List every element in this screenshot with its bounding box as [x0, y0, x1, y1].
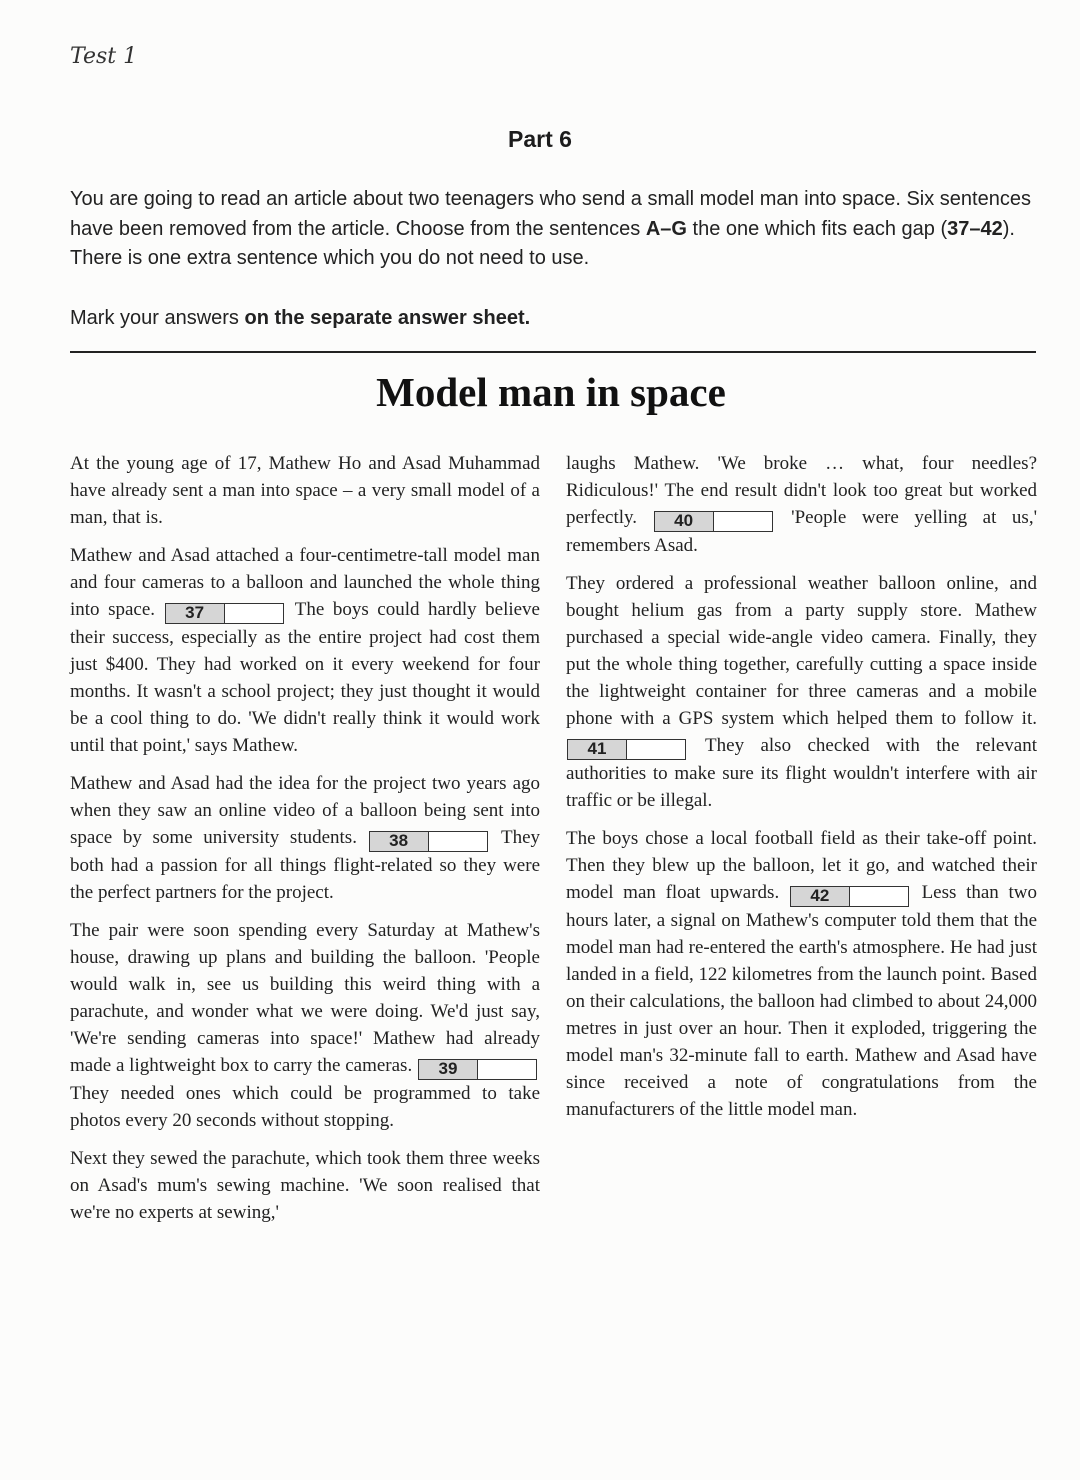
paragraph-text: Less than two hours later, a signal on Mathew's computer told them that the model man had re-entered the earth's atmosphere. He had just landed in a field, 122 kilometres from the launch point. Based on their calculations, the balloon had climbed to about 24,000 metres in just over an hour. Then it exploded, triggering the model man's 32-minute fall to earth. Mathew and Asad have since received a note of congratulations from the manufacturers of the little model man. — [566, 882, 1037, 1120]
article-paragraph — [566, 450, 1037, 559]
answer-gap-39[interactable] — [418, 1059, 537, 1080]
part-title: Part 6 — [508, 126, 572, 152]
paragraph-text: The pair were soon spending every Saturday at Mathew's house, drawing up plans and building the balloon. 'People would walk in, see us building this weird thing with a parachute, and wonder what we were doing. We'd just say, 'We're sending cameras into space!' Mathew had already made a lightweight box to carry the cameras. — [70, 920, 540, 1076]
gap-number: 38 — [370, 832, 429, 851]
instructions-task — [70, 185, 1040, 274]
gap-number: 40 — [655, 512, 714, 531]
paragraph-text: They both had a passion for all things flight-related so they were the perfect partners for the project. — [70, 827, 541, 903]
gap-blank — [225, 604, 283, 623]
instructions — [70, 185, 1040, 333]
answer-gap-42[interactable] — [790, 886, 909, 907]
test-label: Test 1 — [70, 44, 138, 69]
article-paragraph — [566, 570, 1037, 814]
paragraph-text: Mathew and Asad had the idea for the project two years ago when they saw an online video of a balloon being sent into space by some university students. — [70, 773, 540, 848]
instructions-text: ). There is one extra sentence which you do not need to use. — [70, 217, 1015, 269]
gap-number: 39 — [419, 1060, 478, 1079]
paragraph-text: Mathew and Asad attached a four-centimetre-tall model man and four cameras to a balloon and launched the whole thing into space. — [70, 545, 540, 620]
article-paragraph: At the young age of 17, Mathew Ho and Asad Muhammad have already sent a man into space – a very small model of a man, that is. — [70, 453, 540, 528]
instructions-letters: A–G — [645, 217, 687, 240]
paragraph-text: They ordered a professional weather balloon online, and bought helium gas from a party supply store. Mathew purchased a special wide-angle video camera. Finally, they put the whole thing together, carefully cutting a space inside the lightweight container for three cameras and a mobile phone with a GPS system which helped them to follow it. — [566, 573, 1037, 729]
article-paragraph — [566, 825, 1037, 1123]
gap-blank — [850, 887, 908, 906]
instructions-text: Mark your answers — [70, 306, 245, 329]
instructions-emphasis: on the separate answer sheet. — [244, 306, 531, 329]
answer-gap-38[interactable] — [369, 831, 488, 852]
article-title: Model man in space — [376, 369, 726, 415]
gap-blank — [627, 740, 685, 759]
article-column-left — [70, 450, 540, 1237]
gap-number: 41 — [568, 740, 627, 759]
instructions-text: the one which fits each gap ( — [686, 217, 948, 240]
paragraph-text: laughs Mathew. 'We broke … what, four needles? Ridiculous!' The end result didn't look too great but worked perfectly. — [566, 453, 1037, 528]
article-paragraph — [70, 917, 540, 1134]
gap-blank — [429, 832, 487, 851]
paragraph-text: The boys chose a local football field as their take-off point. Then they blew up the balloon, let it go, and watched their model man float upwards. — [566, 828, 1037, 903]
article-paragraph — [70, 770, 540, 906]
gap-blank — [478, 1060, 536, 1079]
answer-gap-37[interactable] — [165, 603, 284, 624]
answer-gap-40[interactable] — [654, 511, 773, 532]
paragraph-text: 'People were yelling at us,' remembers Asad. — [566, 507, 1037, 556]
gap-number: 37 — [166, 604, 225, 623]
paragraph-text: The boys could hardly believe their success, especially as the entire project had cost them just $400. They had worked on it every weekend for four months. It wasn't a school project; they just thought it would be a cool thing to do. 'We didn't really think it would work until that point,' says Mathew. — [70, 599, 540, 756]
instructions-gap-range: 37–42 — [947, 217, 1003, 240]
gap-blank — [714, 512, 772, 531]
article-column-right — [566, 450, 1037, 1134]
gap-number: 42 — [791, 887, 850, 906]
paragraph-text: They also checked with the relevant authorities to make sure its flight wouldn't interfere with air traffic or be illegal. — [566, 735, 1037, 811]
answer-gap-41[interactable] — [567, 739, 686, 760]
article-paragraph — [70, 542, 540, 759]
divider-rule — [70, 351, 1036, 353]
instructions-text: You are going to read an article about two teenagers who send a small model man into space. Six sentences have been removed from the article. Choose from the sentences — [70, 188, 1031, 240]
instructions-answer-sheet — [70, 304, 1040, 334]
paragraph-text: They needed ones which could be programmed to take photos every 20 seconds without stopping. — [70, 1083, 540, 1131]
article-paragraph: Next they sewed the parachute, which took them three weeks on Asad's mum's sewing machine. 'We soon realised that we're no experts at sewing,' — [70, 1148, 540, 1223]
